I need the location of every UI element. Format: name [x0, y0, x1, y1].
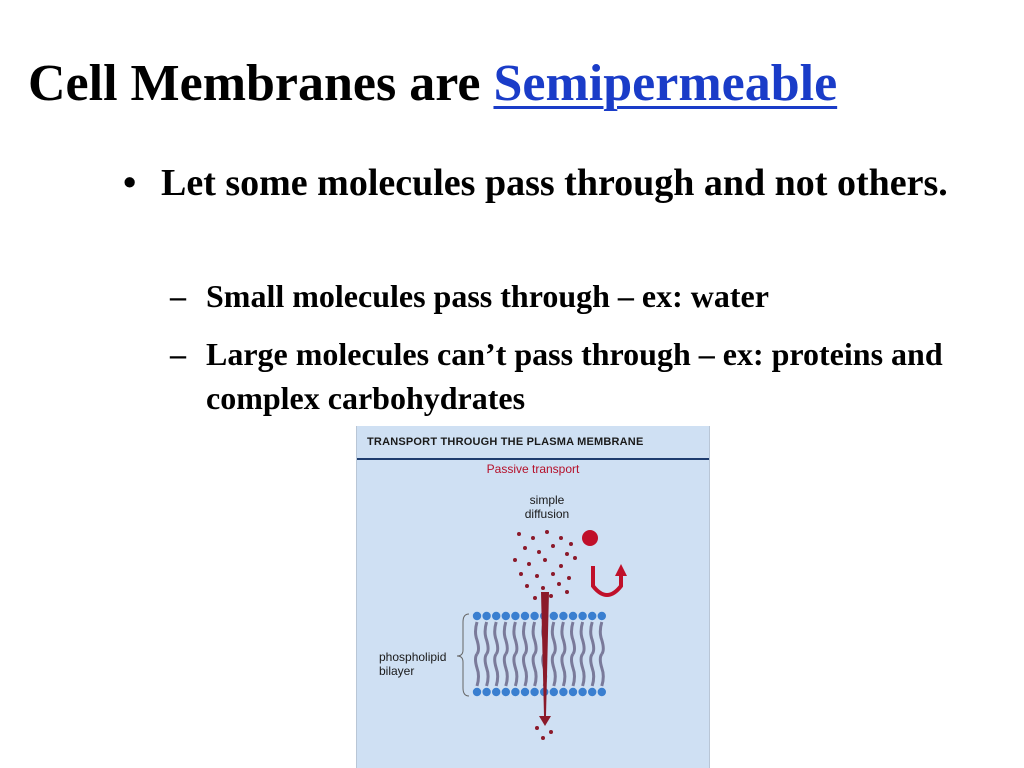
- bilayer-bracket: [457, 614, 469, 696]
- rejection-arrowhead: [615, 564, 627, 576]
- lipid-head: [502, 688, 510, 696]
- lipid-head: [473, 612, 481, 620]
- lipid-head: [521, 688, 529, 696]
- lipid-tail: [524, 654, 527, 686]
- lipid-tail: [552, 654, 555, 686]
- lipid-head: [482, 688, 490, 696]
- lipid-head: [502, 612, 510, 620]
- small-molecule: [543, 558, 547, 562]
- small-molecule: [513, 558, 517, 562]
- figure-subtitle: Passive transport: [486, 462, 580, 476]
- lipid-tail: [600, 654, 603, 686]
- lipid-head: [492, 612, 500, 620]
- lipid-tail: [562, 654, 565, 686]
- lipid-head: [492, 688, 500, 696]
- small-molecule: [565, 590, 569, 594]
- small-molecule: [541, 736, 545, 740]
- small-molecule: [533, 596, 537, 600]
- small-molecule: [549, 730, 553, 734]
- lipid-tail: [562, 622, 565, 654]
- bilayer-label: phospholipid bilayer: [379, 650, 447, 678]
- lipid-tail: [476, 654, 479, 686]
- small-molecule: [551, 572, 555, 576]
- small-molecule: [519, 572, 523, 576]
- small-molecule: [527, 562, 531, 566]
- lipid-head: [598, 688, 606, 696]
- lipid-head: [473, 688, 481, 696]
- lipid-head: [588, 612, 596, 620]
- lipid-tail: [485, 622, 488, 654]
- lipid-tail: [514, 654, 517, 686]
- small-molecule: [549, 594, 553, 598]
- lipid-head: [559, 688, 567, 696]
- lipid-head: [569, 688, 577, 696]
- sub-bullet-text: Small molecules pass through – ex: water: [206, 278, 769, 314]
- sub-bullet-text: Large molecules can’t pass through – ex: proteins and complex carbohydrates: [206, 336, 943, 416]
- semipermeable-link[interactable]: Semipermeable: [493, 55, 838, 112]
- lipid-tail: [495, 654, 498, 686]
- small-molecule: [531, 536, 535, 540]
- lipid-tail: [581, 622, 584, 654]
- lipid-tail: [600, 622, 603, 654]
- figure-illustration: [357, 426, 709, 768]
- lipid-head: [511, 612, 519, 620]
- lipid-head: [598, 612, 606, 620]
- small-molecule: [541, 586, 545, 590]
- slide-title: [28, 55, 838, 112]
- large-molecule: [582, 530, 598, 546]
- sub-bullet-marker: –: [170, 336, 186, 372]
- diffusion-arrow: [541, 592, 549, 716]
- lipid-tail: [591, 654, 594, 686]
- small-molecule: [523, 546, 527, 550]
- lipid-tail: [524, 622, 527, 654]
- lipid-head: [511, 688, 519, 696]
- lipid-tail: [552, 622, 555, 654]
- lipid-head: [569, 612, 577, 620]
- small-molecule: [559, 536, 563, 540]
- lipid-head: [550, 688, 558, 696]
- small-molecule: [569, 542, 573, 546]
- lipid-head: [550, 612, 558, 620]
- lipid-head: [521, 612, 529, 620]
- lipid-head: [482, 612, 490, 620]
- bullet-marker: •: [123, 162, 137, 204]
- membrane-transport-figure: [356, 426, 710, 768]
- small-molecule: [567, 576, 571, 580]
- lipid-tail: [533, 622, 536, 654]
- small-molecule: [517, 532, 521, 536]
- lipid-head: [588, 688, 596, 696]
- small-molecule: [545, 530, 549, 534]
- lipid-tail: [572, 654, 575, 686]
- lipid-head: [578, 688, 586, 696]
- small-molecule: [557, 582, 561, 586]
- lipid-tail: [504, 654, 507, 686]
- diffusion-arrowhead: [539, 716, 551, 726]
- small-molecule: [559, 564, 563, 568]
- lipid-tail: [504, 622, 507, 654]
- lipid-tail: [572, 622, 575, 654]
- small-molecule: [535, 726, 539, 730]
- small-molecule: [535, 574, 539, 578]
- small-molecule: [565, 552, 569, 556]
- simple-diffusion-label: simple diffusion: [524, 493, 570, 521]
- lipid-head: [578, 612, 586, 620]
- lipid-tail: [476, 622, 479, 654]
- lipid-tail: [485, 654, 488, 686]
- lipid-tail: [514, 622, 517, 654]
- small-molecule: [551, 544, 555, 548]
- lipid-tail: [533, 654, 536, 686]
- small-molecule: [525, 584, 529, 588]
- main-bullet-text: Let some molecules pass through and not others.: [161, 162, 948, 204]
- rejection-arrow: [593, 566, 621, 595]
- lipid-head: [530, 612, 538, 620]
- lipid-tail: [581, 654, 584, 686]
- lipid-head: [530, 688, 538, 696]
- lipid-head: [559, 612, 567, 620]
- lipid-tail: [495, 622, 498, 654]
- small-molecule: [537, 550, 541, 554]
- lipid-tail: [591, 622, 594, 654]
- small-molecule: [573, 556, 577, 560]
- sub-bullet-marker: –: [170, 278, 186, 314]
- title-text: Cell Membranes are: [28, 55, 494, 112]
- figure-header: TRANSPORT THROUGH THE PLASMA MEMBRANE: [357, 426, 709, 460]
